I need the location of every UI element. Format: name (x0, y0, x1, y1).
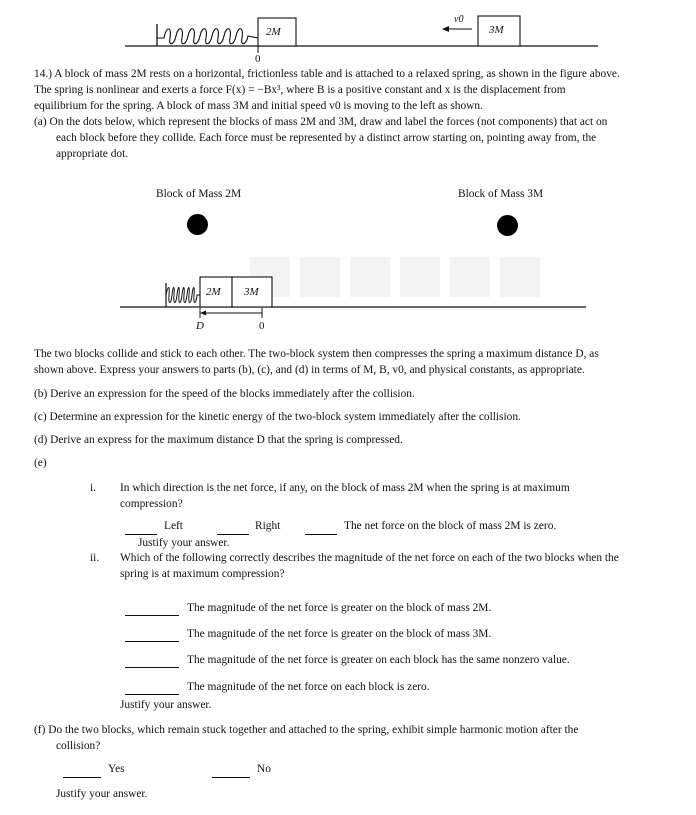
e-ii-justify: Justify your answer. (120, 699, 212, 711)
e-i-justify: Justify your answer. (138, 537, 230, 549)
f-justify: Justify your answer. (56, 788, 148, 800)
e-ii-option-4: The magnitude of the net force on each block is zero. (187, 681, 430, 693)
e-ii-option-2: The magnitude of the net force is greater on the block of mass 3M. (187, 628, 492, 640)
e-ii-option-1: The magnitude of the net force is greater on the block of mass 2M. (187, 602, 492, 614)
dot-3m[interactable] (497, 215, 518, 236)
e-i-option-zero: The net force on the block of mass 2M is zero. (344, 520, 557, 532)
part-e: (e) (34, 457, 47, 469)
e-i-zero-blank[interactable] (305, 534, 337, 535)
collision-line: The two blocks collide and stick to each other. The two-block system then compresses the spring a maximum distance D, as (34, 348, 599, 360)
fig1-velocity-label: v0 (454, 14, 464, 25)
collision-text (34, 346, 599, 378)
background-bars (250, 257, 540, 297)
velocity-arrowhead (442, 26, 449, 32)
f-yes-blank[interactable] (63, 777, 101, 778)
problem-intro (34, 66, 620, 114)
e-i-number: i. (90, 482, 97, 494)
dot-label-2m: Block of Mass 2M (156, 188, 242, 200)
e-ii-question (120, 550, 619, 582)
part-d: (d) Derive an express for the maximum distance D that the spring is compressed. (34, 434, 403, 446)
e-ii-blank-3[interactable] (125, 667, 179, 668)
part-a (34, 114, 607, 162)
e-ii-number: ii. (90, 552, 100, 564)
f-yes-label: Yes (108, 763, 125, 775)
fig2-origin-label: 0 (259, 320, 265, 332)
fig2-d-label: D (196, 320, 204, 332)
part-f-line: collision? (56, 740, 101, 752)
spring-coils (157, 29, 258, 44)
part-c: (c) Determine an expression for the kinetic energy of the two-block system immediately after the collision. (34, 411, 521, 423)
e-ii-line: Which of the following correctly describes the magnitude of the net force on each of the two blocks when the (120, 552, 619, 564)
spring-compressed (166, 288, 200, 303)
e-i-option-right: Right (255, 520, 281, 532)
e-ii-blank-2[interactable] (125, 641, 179, 642)
fig2-mass-right: 3M (244, 286, 259, 298)
d-arrowhead (200, 311, 206, 316)
intro-line: equilibrium for the spring. A block of mass 3M and initial speed v0 is moving to the left as shown. (34, 100, 483, 112)
e-i-option-left: Left (164, 520, 183, 532)
e-i-question (120, 480, 570, 512)
part-f (34, 722, 578, 754)
figure-spring-blocks (0, 0, 696, 60)
e-ii-blank-1[interactable] (125, 615, 179, 616)
fig1-mass-right: 3M (489, 24, 504, 36)
intro-line: The spring is nonlinear and exerts a force F(x) = −Bx³, where B is a positive constant and x is the displacement from (34, 84, 566, 96)
dot-label-3m: Block of Mass 3M (458, 188, 544, 200)
f-no-label: No (257, 763, 271, 775)
fig1-mass-left: 2M (266, 26, 281, 38)
part-a-line: appropriate dot. (56, 148, 129, 160)
figure-compressed-spring (0, 255, 696, 345)
f-no-blank[interactable] (212, 777, 250, 778)
fig2-mass-left: 2M (206, 286, 221, 298)
part-b: (b) Derive an expression for the speed of the blocks immediately after the collision. (34, 388, 415, 400)
part-a-line: each block before they collide. Each force must be represented by a distinct arrow starting on, pointing away from, the (56, 132, 597, 144)
intro-line: 14.) A block of mass 2M rests on a horizontal, frictionless table and is attached to a relaxed spring, as shown in the figure above. (34, 68, 620, 80)
fig1-origin-label: 0 (255, 53, 261, 65)
e-i-line: compression? (120, 498, 183, 510)
e-ii-option-3: The magnitude of the net force is greater on each block has the same nonzero value. (187, 654, 570, 666)
part-f-line: (f) Do the two blocks, which remain stuck together and attached to the spring, exhibit simple harmonic motion after the (34, 724, 579, 736)
collision-line: shown above. Express your answers to parts (b), (c), and (d) in terms of M, B, v0, and physical constants, as appropriate. (34, 364, 585, 376)
e-ii-blank-4[interactable] (125, 694, 179, 695)
part-a-line: (a) On the dots below, which represent the blocks of mass 2M and 3M, draw and label the forces (not components) that act on (34, 116, 608, 128)
e-ii-line: spring is at maximum compression? (120, 568, 285, 580)
e-i-line: In which direction is the net force, if any, on the block of mass 2M when the spring is at maximum (120, 482, 570, 494)
dot-2m[interactable] (187, 214, 208, 235)
